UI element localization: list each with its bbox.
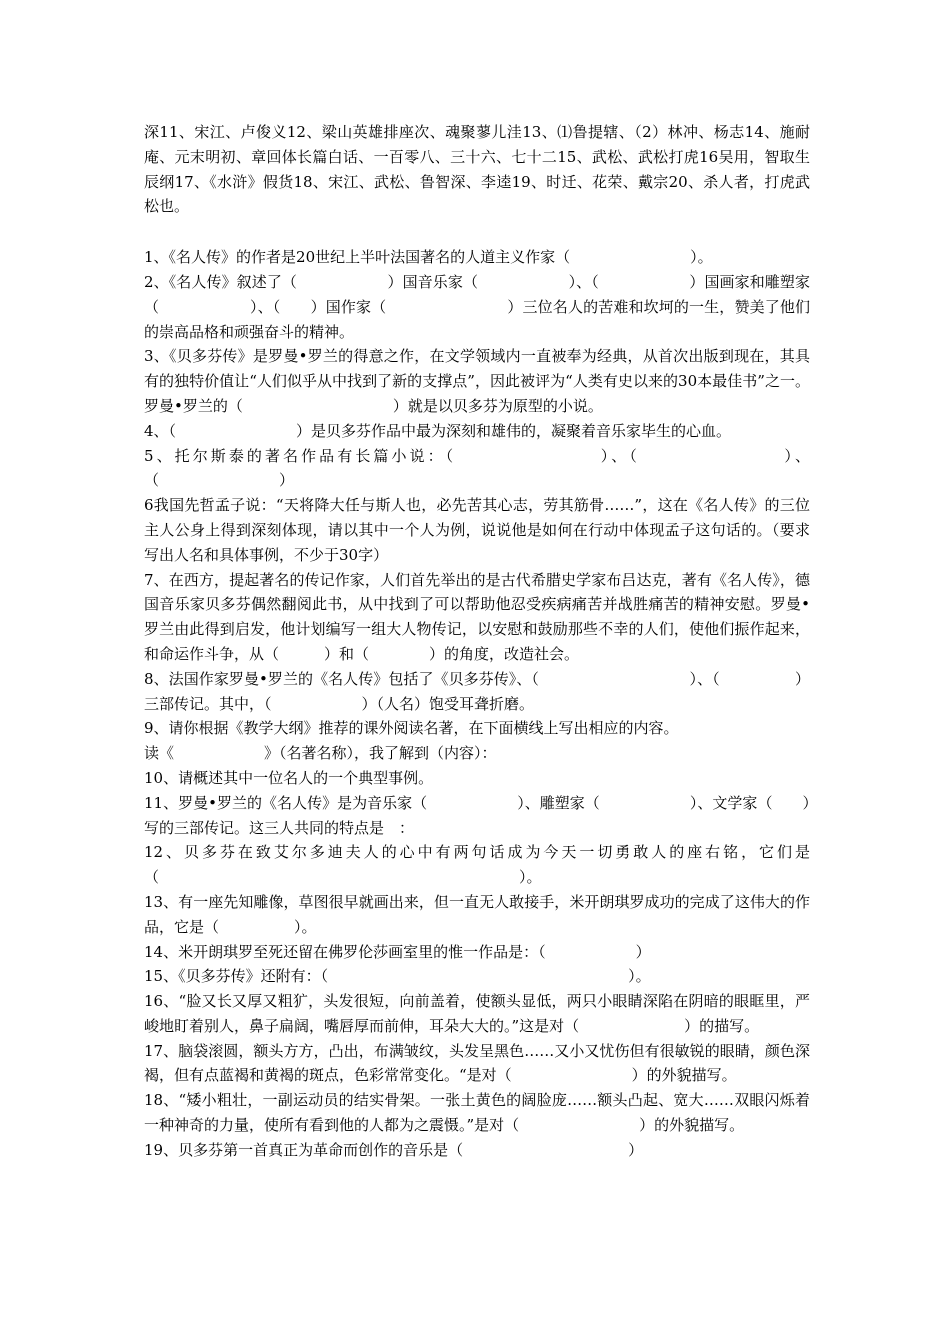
question-item: 9、请你根据《教学大纲》推荐的课外阅读名著，在下面横线上写出相应的内容。 bbox=[144, 719, 679, 738]
question-item: 15、《贝多芬传》还附有：（ ）。 bbox=[144, 967, 651, 986]
answer-block: 深11、宋江、卢俊义12、梁山英雄排座次、魂聚蓼儿洼13、⑴鲁提辖、（2）林冲、杨志14、施耐庵、元末明初、章回体长篇白话、一百零八、三十六、七十二15、武松、武松打虎16吴用，智取生辰纲17、《水浒》假货18、宋江、武松、鲁智深、李逵19、时迁、花荣、戴宗20、杀人者，打虎武松也。 bbox=[144, 123, 810, 216]
question-item: 2、《名人传》叙述了（ ）国音乐家（ ）、（ ）国画家和雕塑家（ ）、（ ）国作家（ ）三位名人的苦难和坎坷的一生，赞美了他们的崇高品格和顽强奋斗的精神。 bbox=[144, 272, 810, 341]
question-item: 3、《贝多芬传》是罗曼•罗兰的得意之作，在文学领域内一直被奉为经典，从首次出版到现在，其具有的独特价值让“人们似乎从中找到了新的支撑点”，因此被评为“人类有史以来的30本最佳书”之一。罗曼•罗兰的（ ）就是以贝多芬为原型的小说。 bbox=[144, 347, 810, 415]
question-item: 17、脑袋滚圆，额头方方，凸出，布满皱纹，头发呈黑色……又小又忧伤但有很敏锐的眼睛，颜色深褐，但有点蓝褐和黄褐的斑点，色彩常常变化。“是对（ ）的外貌描写。 bbox=[144, 1041, 810, 1085]
question-list bbox=[144, 245, 810, 1162]
question-item: 6我国先哲孟子说：“天将降大任与斯人也，必先苦其心志，劳其筋骨……”，这在《名人传》的三位主人公身上得到深刻体现，请以其中一个人为例，说说他是如何在行动中体现孟子这句话的。（要求写出人名和具体事例，不少于30字） bbox=[144, 496, 810, 564]
question-item: 18、“矮小粗壮，一副运动员的结实骨架。一张土黄色的阔脸庞……额头凸起、宽大……双眼闪烁着一种神奇的力量，使所有看到他的人都为之震慑。”是对（ ）的外貌描写。 bbox=[144, 1091, 810, 1135]
question-item: 13、有一座先知雕像，草图很早就画出来，但一直无人敢接手，米开朗琪罗成功的完成了这伟大的作品，它是（ ）。 bbox=[144, 892, 810, 936]
blank-line bbox=[144, 219, 810, 245]
document-body bbox=[144, 120, 810, 1163]
question-item: 10、请概述其中一位名人的一个典型事例。 bbox=[144, 768, 434, 787]
question-item: 8、法国作家罗曼•罗兰的《名人传》包括了《贝多芬传》、（ ）、（ ）三部传记。其中，（ ）（人名）饱受耳聋折磨。 bbox=[144, 669, 810, 713]
question-item: 5、托尔斯泰的著名作品有长篇小说：（ ）、（ ）、（ ） bbox=[144, 446, 810, 490]
question-item: 4、（ ）是贝多芬作品中最为深刻和雄伟的，凝聚着音乐家毕生的心血。 bbox=[144, 421, 732, 440]
question-item: 1、《名人传》的作者是20世纪上半叶法国著名的人道主义作家（ ）。 bbox=[144, 248, 713, 267]
question-item: 12、贝多芬在致艾尔多迪夫人的心中有两句话成为今天一切勇敢人的座右铭，它们是（ ）。 bbox=[144, 843, 810, 887]
question-item: 14、米开朗琪罗至死还留在佛罗伦莎画室里的惟一作品是：（ ） bbox=[144, 942, 651, 961]
question-item: 读《 》（名著名称），我了解到（内容）： bbox=[144, 744, 497, 763]
question-item: 11、罗曼•罗兰的《名人传》是为音乐家（ ）、雕塑家（ ）、文学家（ ）写的三部传记。这三人共同的特点是 ： bbox=[144, 793, 810, 837]
question-item: 19、贝多芬第一首真正为革命而创作的音乐是（ ） bbox=[144, 1140, 644, 1159]
question-item: 7、在西方，提起著名的传记作家，人们首先举出的是古代希腊史学家布吕达克，著有《名人传》，德国音乐家贝多芬偶然翻阅此书，从中找到了可以帮助他忍受疾病痛苦并战胜痛苦的精神安慰。罗曼•罗兰由此得到启发，他计划编写一组大人物传记，以安慰和鼓励那些不幸的人们，使他们振作起来，和命运作斗争，从（ ）和（ ）的角度，改造社会。 bbox=[144, 570, 810, 663]
question-item: 16、“脸又长又厚又粗犷，头发很短，向前盖着，使额头显低，两只小眼睛深陷在阴暗的眼眶里，严峻地盯着别人，鼻子扁阔，嘴唇厚而前伸，耳朵大大的。”这是对（ ）的描写。 bbox=[144, 992, 810, 1035]
